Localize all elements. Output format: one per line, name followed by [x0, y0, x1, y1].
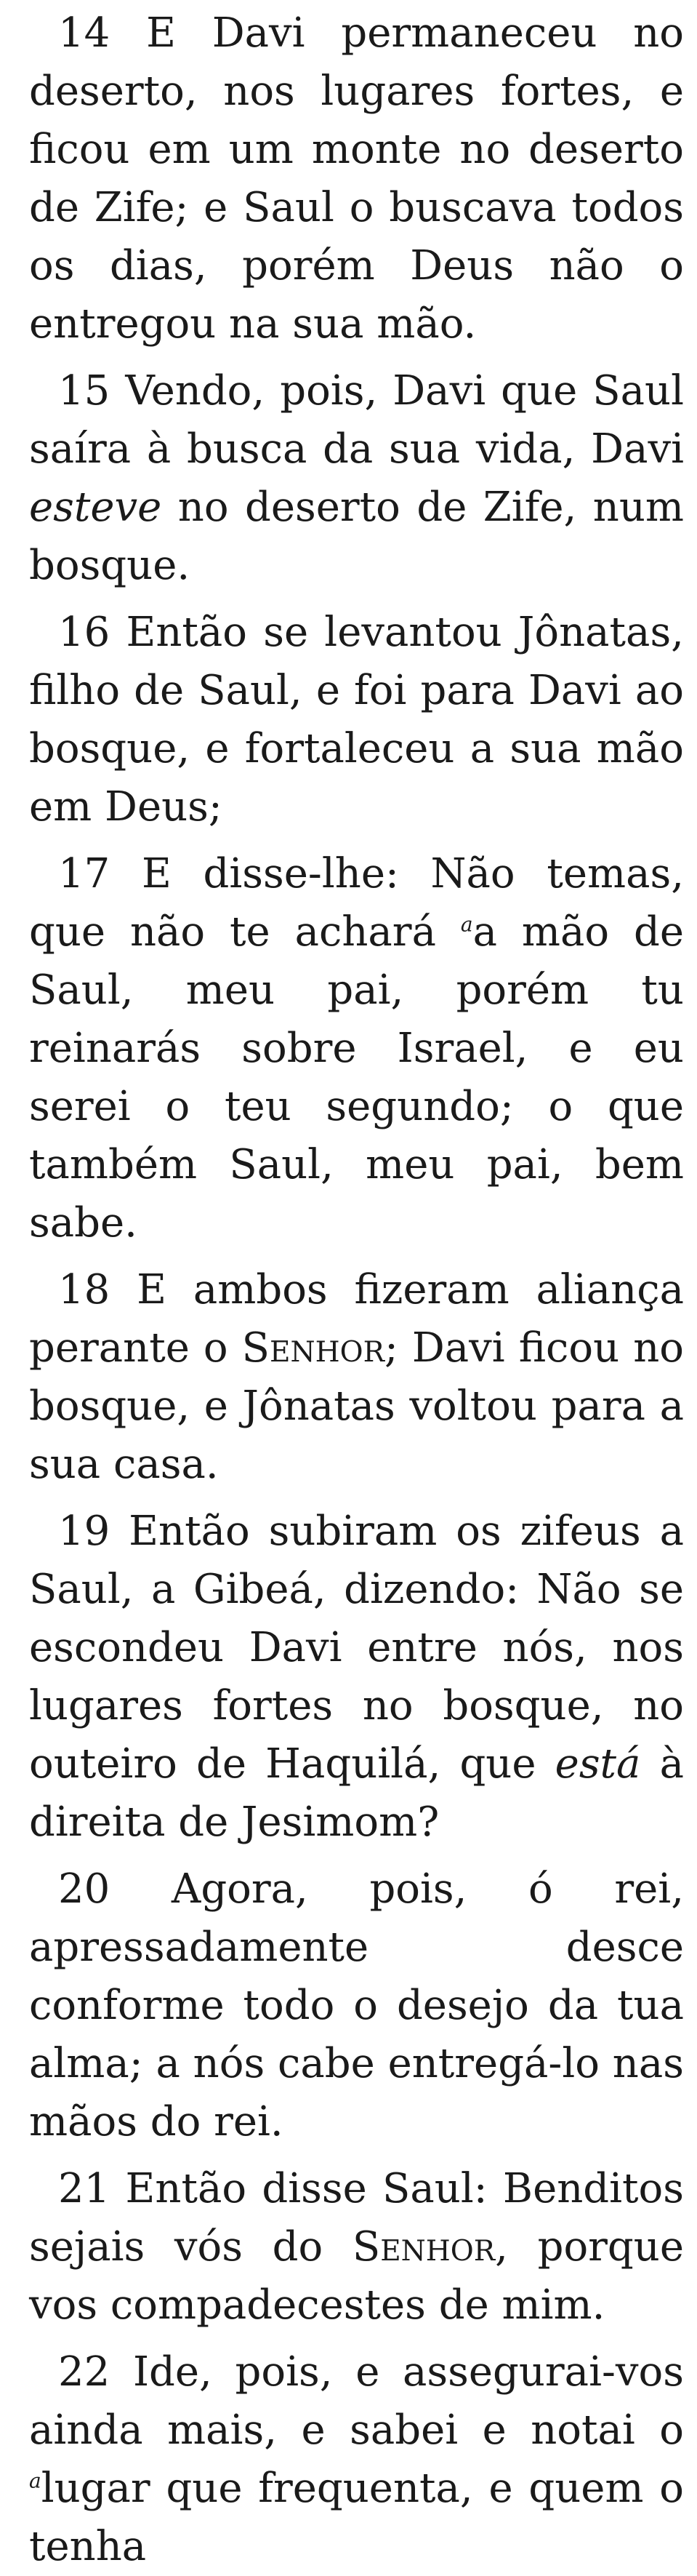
verse-text: Então disse Saul: Benditos sejais vós do [29, 2165, 684, 2271]
verse-number: 20 [58, 1865, 110, 1913]
verse-text: E Davi permaneceu no deserto, nos lugares fortes, e ficou em um monte no deserto de Zife; e Saul o buscava todos os dias, porém Deus não o entregou na sua mão. [29, 9, 684, 348]
verse-text: ; Davi ficou no bosque, e Jônatas voltou para a sua casa. [29, 1324, 684, 1488]
verse-number: 15 [58, 367, 110, 415]
footnote-marker: a [460, 912, 473, 937]
verse-text: Vendo, pois, Davi que Saul saíra à busca da sua vida, Davi [29, 367, 684, 473]
footnote-marker: a [29, 2468, 41, 2493]
verse-18 [29, 1261, 684, 1494]
verse-14 [29, 4, 684, 353]
lord-small-caps: Senhor [352, 2223, 496, 2271]
verse-number: 18 [58, 1266, 110, 1313]
verse-21 [29, 2160, 684, 2335]
verse-text: Então subiram os zifeus a Saul, a Gibeá, dizendo: Não se escondeu Davi entre nós, nos lugares fortes no bosque, no outeiro de Haquilá, que [29, 1508, 684, 1788]
verse-number: 14 [58, 9, 110, 57]
verse-15 [29, 362, 684, 595]
verse-number: 22 [58, 2348, 110, 2396]
verse-text: a mão de Saul, meu pai, porém tu reinarás sobre Israel, e eu serei o teu segundo; o que também Saul, meu pai, bem sabe. [29, 908, 684, 1247]
verse-22 [29, 2343, 684, 2576]
verse-16 [29, 604, 684, 836]
verse-text: à direita de Jesimom? [29, 1740, 685, 1846]
verse-number: 19 [58, 1508, 110, 1555]
italic-word: está [555, 1740, 641, 1788]
verse-number: 17 [58, 850, 110, 897]
verse-text: E disse-lhe: Não temas, que não te achará [29, 850, 684, 956]
verse-number: 21 [58, 2165, 110, 2212]
italic-word: esteve [29, 484, 162, 531]
verse-text: , porque vos compadecestes de mim. [29, 2223, 684, 2329]
verse-20 [29, 1860, 684, 2151]
verse-number: 16 [58, 609, 110, 656]
verse-17 [29, 845, 684, 1252]
verse-text: Ide, pois, e assegurai-vos ainda mais, e sabei e notai o [29, 2348, 684, 2454]
verse-text: no deserto de Zife, num bosque. [29, 484, 684, 589]
verse-text: lugar que frequenta, e quem o tenha [29, 2465, 684, 2570]
verse-text: Então se levantou Jônatas, filho de Saul, e foi para Davi ao bosque, e fortaleceu a sua mão em Deus; [29, 609, 684, 831]
verse-text: E ambos fizeram aliança perante o [29, 1266, 684, 1372]
verse-text: Agora, pois, ó rei, apressadamente desce conforme todo o desejo da tua alma; a nós cabe entregá-lo nas mãos do rei. [29, 1865, 684, 2145]
verse-19 [29, 1503, 684, 1852]
lord-small-caps: Senhor [241, 1324, 384, 1372]
